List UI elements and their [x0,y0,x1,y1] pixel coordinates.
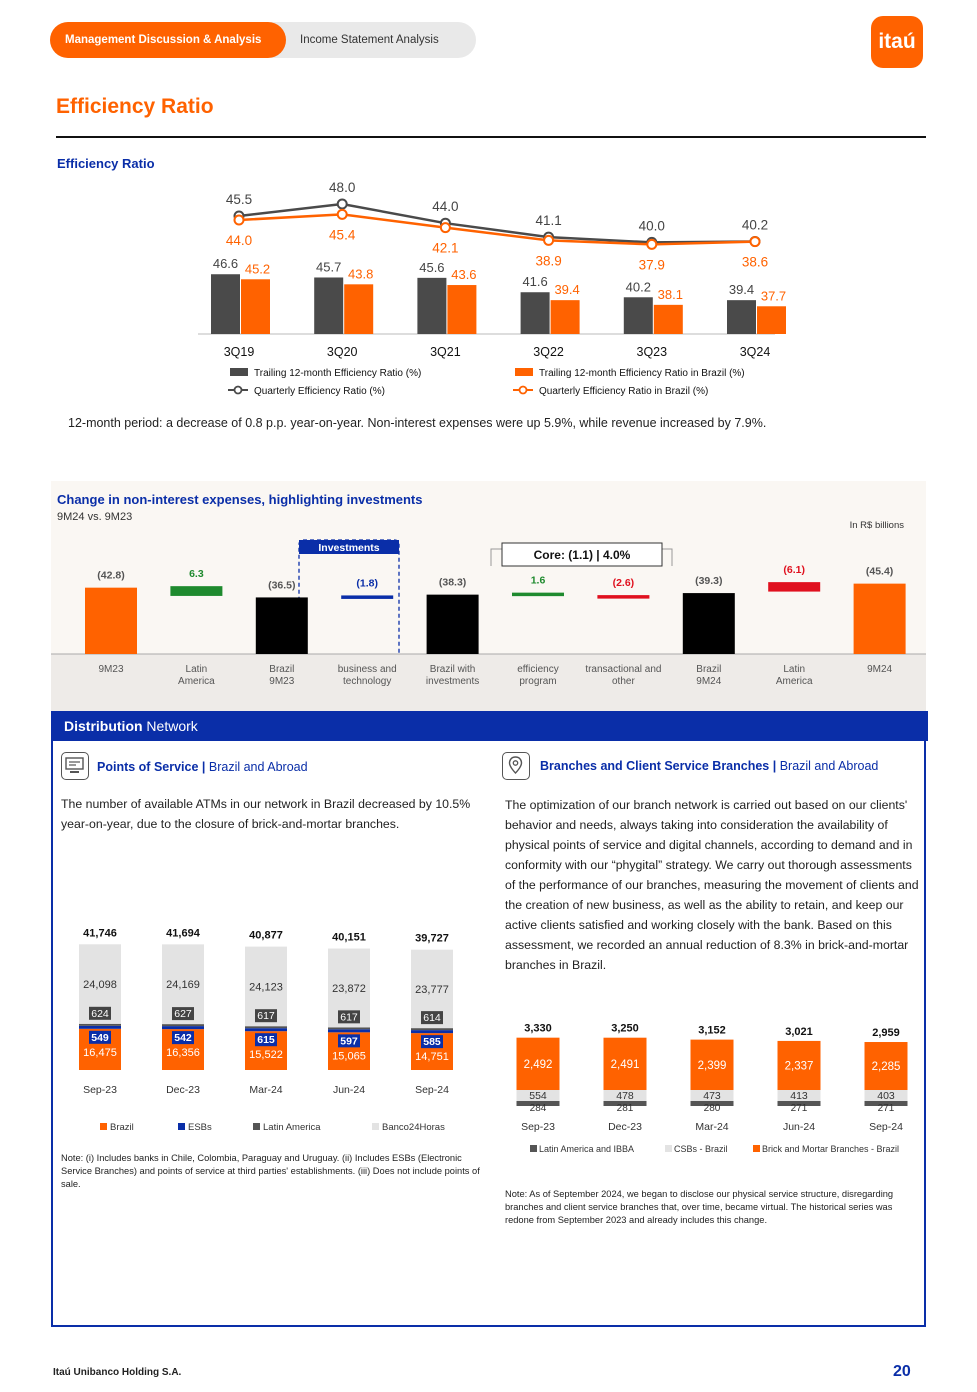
bar-trailing-12m [521,292,550,334]
stack-segment-latin-america [328,1027,370,1029]
expenses-waterfall-chart [51,536,926,711]
stack-total-label: 3,152 [698,1024,726,1037]
stack-label-brick-mortar: 2,491 [610,1058,640,1071]
x-tick-label: Mar-24 [695,1121,729,1133]
stack-label-brazil: 16,356 [166,1047,200,1060]
label-quarterly-brazil: 44.0 [225,233,253,248]
atm-icon [61,752,89,780]
legend-label: Quarterly Efficiency Ratio in Brazil (%) [539,386,709,397]
location-pin-icon [502,752,530,780]
points-of-service-title [97,760,308,774]
legend-label: Brazil [110,1122,134,1133]
legend-marker [235,387,242,394]
label-quarterly-brazil: 38.6 [741,254,769,270]
efficiency-ratio-chart [190,175,790,405]
bar-trailing-12m-brazil [654,305,683,334]
bar-trailing-12m-brazil [757,306,786,334]
bar-trailing-12m [624,297,653,334]
tab-management-discussion[interactable]: Management Discussion & Analysis [50,22,286,58]
x-tick-label: 3Q23 [636,345,668,359]
bar-trailing-12m-brazil [551,300,580,334]
legend-swatch [515,368,533,376]
stack-segment-latin-america [245,1026,287,1028]
bar-label-trailing-12m: 45.7 [316,259,342,275]
stack-label-latin-america: 624 [91,1007,109,1020]
points-of-service-title-rest: Brazil and Abroad [205,760,308,774]
waterfall-category-label: America [178,676,215,687]
stack-label-brazil: 15,065 [332,1050,366,1063]
branches-text: The optimization of our branch network is carried out based on our clients' behavior and needs, always taking into consideration the availability of physical points of service and digital channels, according to demand and in conformity with our “phygital” strategy. We carry out thorough assessments of the performance of our branches, measuring the movement of clients and the creation of new business, as well as the ability to retain, and keep our active clients satisfied and working closely with the bank. Based on this assessment, we recorded an annual reduction of 8.3% in brick-and-mortar branches in Brazil. [505,798,919,972]
waterfall-category-label: Latin [783,664,806,675]
title-divider [56,136,926,138]
point-quarterly-brazil [544,236,553,245]
bar-label-trailing-12m: 46.6 [212,256,239,272]
waterfall-category-label: 9M23 [269,676,295,687]
stack-segment-latin-america [162,1024,204,1026]
x-tick-label: Jun-24 [332,1084,366,1096]
stack-label-brazil: 15,522 [249,1049,283,1062]
stack-label-latin-america-ibba: 271 [877,1103,895,1114]
expenses-panel [51,481,926,711]
label-quarterly: 48.0 [329,180,356,195]
stack-total-label: 40,151 [332,931,366,944]
legend-label: CSBs - Brazil [674,1144,728,1154]
waterfall-category-label: 9M24 [867,664,893,675]
waterfall-value-label: (38.3) [438,576,467,589]
waterfall-bar [597,595,649,599]
legend-swatch [178,1123,185,1130]
stack-label-brick-mortar: 2,337 [784,1060,814,1073]
x-tick-label: 3Q19 [223,345,255,359]
page-number: 20 [893,1363,911,1380]
label-quarterly: 41.1 [535,213,562,229]
x-tick-label: Sep-24 [869,1121,903,1133]
waterfall-value-label: (6.1) [783,564,805,577]
stack-label-esbs: 585 [423,1036,441,1049]
bar-trailing-12m-brazil [447,285,476,334]
waterfall-category-label: 9M24 [696,676,722,687]
waterfall-category-label: technology [343,676,392,687]
stack-label-csbs: 403 [877,1090,895,1102]
waterfall-bar [854,584,906,654]
waterfall-category-label: America [775,676,813,687]
label-quarterly: 45.5 [225,192,253,207]
points-of-service-chart [60,915,480,1140]
stack-label-csbs: 478 [616,1090,634,1102]
bar-label-trailing-12m: 45.6 [419,259,445,275]
stack-label-brick-mortar: 2,399 [697,1059,727,1072]
distribution-heading-bold: Distribution [64,718,143,734]
waterfall-category-label: transactional and [585,664,662,675]
stack-total-label: 41,694 [166,927,200,940]
waterfall-category-label: Brazil [696,664,722,675]
stack-label-latin-america-ibba: 281 [616,1103,634,1114]
legend-swatch [230,368,248,376]
section-tabs [50,22,476,58]
stack-label-brick-mortar: 2,492 [523,1058,553,1071]
waterfall-bar [768,582,820,591]
label-quarterly: 44.0 [432,199,459,215]
stack-label-latin-america: 617 [340,1011,358,1024]
core-label: Core: (1.1) | 4.0% [533,548,631,562]
bar-trailing-12m [727,300,756,334]
legend-label: Latin America and IBBA [539,1144,635,1154]
x-tick-label: 3Q22 [533,345,564,359]
label-quarterly-brazil: 45.4 [329,227,356,243]
stack-label-latin-america: 627 [174,1008,192,1021]
label-quarterly-brazil: 38.9 [535,253,562,269]
point-quarterly-brazil [235,216,244,225]
stack-label-latin-america-ibba: 284 [529,1103,547,1114]
branches-title-rest: Brazil and Abroad [776,759,879,773]
waterfall-value-label: 1.6 [530,574,546,587]
x-tick-label: Mar-24 [249,1084,283,1096]
waterfall-value-label: (45.4) [865,565,894,578]
line-quarterly [239,204,755,242]
legend-label: ESBs [188,1122,212,1133]
investments-label: Investments [318,542,380,554]
points-of-service-title-bold: Points of Service | [97,760,206,774]
points-of-service-note: Note: (i) Includes banks in Chile, Colombia, Paraguay and Uruguay. (ii) Includes ESBs (Electronic Service Branches) and points of service at third parties' establishments. (iii) Does not include points of sale. [61,1153,480,1189]
distribution-heading [53,711,928,741]
footer-company: Itaú Unibanco Holding S.A. [53,1367,182,1378]
stack-label-esbs: 549 [91,1031,109,1044]
point-quarterly-brazil [338,210,347,219]
legend-swatch [253,1123,260,1130]
point-quarterly [338,200,347,209]
waterfall-category-label: efficiency [517,664,559,675]
stack-segment-esbs [162,1026,204,1029]
label-quarterly-brazil: 42.1 [432,240,459,256]
stack-label-banco24horas: 23,872 [332,982,366,995]
waterfall-category-label: program [519,676,557,687]
stack-total-label: 41,746 [83,927,117,940]
branches-title-bold: Branches and Client Service Branches | [540,759,777,773]
x-tick-label: 3Q24 [739,345,771,359]
expenses-subtitle: 9M24 vs. 9M23 [57,511,133,523]
point-quarterly-brazil [647,240,656,249]
stack-segment-latin-america [79,1024,121,1026]
stack-label-csbs: 473 [703,1090,721,1102]
stack-label-brazil: 14,751 [415,1051,449,1064]
legend-label: Banco24Horas [382,1122,445,1133]
stack-total-label: 2,959 [872,1027,900,1040]
expenses-title: Change in non-interest expenses, highlighting investments [57,492,423,507]
stack-segment-esbs [245,1028,287,1031]
legend-label: Trailing 12-month Efficiency Ratio in Brazil (%) [539,368,745,379]
stack-label-csbs: 413 [790,1090,808,1102]
legend-label: Latin America [263,1122,321,1133]
stack-segment-esbs [79,1026,121,1029]
bar-label-trailing-12m-brazil: 39.4 [554,282,580,298]
legend-swatch [372,1123,379,1130]
waterfall-value-label: (36.5) [268,579,296,592]
x-tick-label: Sep-23 [521,1121,555,1133]
legend-label: Trailing 12-month Efficiency Ratio (%) [254,368,422,379]
stack-total-label: 3,250 [611,1022,639,1035]
waterfall-category-label: business and [337,664,397,675]
stack-label-esbs: 597 [340,1035,358,1048]
stack-label-esbs: 615 [257,1034,275,1047]
waterfall-category-label: Latin [185,664,208,675]
stack-label-csbs: 554 [529,1090,547,1102]
stack-label-latin-america-ibba: 280 [703,1103,721,1114]
legend-swatch [530,1145,537,1152]
x-tick-label: Dec-23 [166,1084,200,1096]
distribution-heading-rest: Network [142,718,198,734]
stack-total-label: 39,727 [415,932,449,945]
x-tick-label: Sep-23 [83,1084,117,1096]
x-tick-label: Sep-24 [415,1084,449,1096]
waterfall-category-label: investments [425,676,480,687]
legend-label: Brick and Mortar Branches - Brazil [762,1144,900,1154]
waterfall-category-label: other [612,676,635,687]
branches-note: Note: As of September 2024, we began to disclose our physical service structure, disregarding branches and client service branches that, over time, became virtual. The historical series was redone from September 2023 and already includes this change. [505,1189,894,1225]
itau-logo: itaú [871,16,923,68]
bar-label-trailing-12m: 39.4 [728,282,755,298]
bar-label-trailing-12m-brazil: 45.2 [244,261,271,277]
waterfall-category-label: Brazil [269,664,295,675]
stack-label-brick-mortar: 2,285 [871,1061,901,1074]
stack-label-banco24horas: 23,777 [415,983,449,996]
waterfall-value-label: (39.3) [695,575,723,588]
x-tick-label: 3Q20 [326,345,358,359]
waterfall-category-label: 9M23 [98,664,124,675]
waterfall-bar [256,597,308,654]
stack-label-esbs: 542 [174,1032,192,1045]
branches-chart [500,1015,920,1165]
legend-swatch [100,1123,107,1130]
waterfall-bar [341,595,393,599]
bar-label-trailing-12m-brazil: 43.6 [451,267,477,283]
bar-trailing-12m-brazil [241,279,270,334]
point-quarterly-brazil [441,223,450,232]
tab-income-statement[interactable]: Income Statement Analysis [300,34,439,46]
bar-trailing-12m [211,274,240,334]
stack-segment-esbs [328,1029,370,1032]
waterfall-value-label: (42.8) [97,569,125,582]
efficiency-note: 12-month period: a decrease of 0.8 p.p. year-on-year. Non-interest expenses were up 5.9%, while revenue increased by 7.9%. [68,416,767,430]
bar-label-trailing-12m: 40.2 [625,279,651,295]
legend-marker [520,387,527,394]
waterfall-bar [170,586,222,596]
stack-label-latin-america-ibba: 271 [790,1103,808,1114]
x-tick-label: Dec-23 [608,1121,642,1133]
bar-label-trailing-12m-brazil: 38.1 [657,286,683,302]
stack-total-label: 40,877 [249,929,283,942]
branches-title [540,759,878,773]
point-quarterly-brazil [751,237,760,246]
waterfall-value-label: (2.6) [612,577,635,590]
waterfall-bar [683,593,735,654]
label-quarterly-brazil: 37.9 [638,257,665,273]
x-tick-label: Jun-24 [782,1121,816,1133]
stack-label-banco24horas: 24,169 [166,979,200,992]
label-quarterly: 40.2 [741,217,769,233]
waterfall-category-label: Brazil with [429,664,476,675]
legend-label: Quarterly Efficiency Ratio (%) [254,386,385,397]
page-title: Efficiency Ratio [56,95,214,118]
bar-trailing-12m [417,278,446,334]
waterfall-bar [85,588,137,654]
bar-label-trailing-12m-brazil: 37.7 [760,288,787,304]
waterfall-value-label: 6.3 [189,568,204,581]
legend-swatch [753,1145,760,1152]
bar-trailing-12m-brazil [344,284,373,334]
stack-label-banco24horas: 24,123 [249,981,283,994]
bar-trailing-12m [314,277,343,334]
points-of-service-text: The number of available ATMs in our network in Brazil decreased by 10.5% year-on-year, due to the closure of brick-and-mortar branches. [61,797,471,831]
expenses-unit: In R$ billions [849,520,904,531]
x-tick-label: 3Q21 [430,345,461,359]
stack-segment-esbs [411,1030,453,1033]
stack-total-label: 3,021 [785,1025,813,1038]
bar-label-trailing-12m: 41.6 [522,274,548,290]
legend-swatch [665,1145,672,1152]
stack-segment-latin-america [411,1028,453,1030]
waterfall-bar [427,595,479,654]
stack-label-latin-america: 617 [257,1010,275,1023]
stack-label-latin-america: 614 [423,1012,441,1025]
bar-label-trailing-12m-brazil: 43.8 [348,266,374,282]
efficiency-chart-title: Efficiency Ratio [57,156,155,171]
stack-label-brazil: 16,475 [83,1046,117,1059]
stack-label-banco24horas: 24,098 [83,979,117,992]
waterfall-bar [512,593,564,597]
waterfall-value-label: (1.8) [356,577,378,590]
stack-total-label: 3,330 [524,1022,552,1035]
label-quarterly: 40.0 [638,218,665,234]
